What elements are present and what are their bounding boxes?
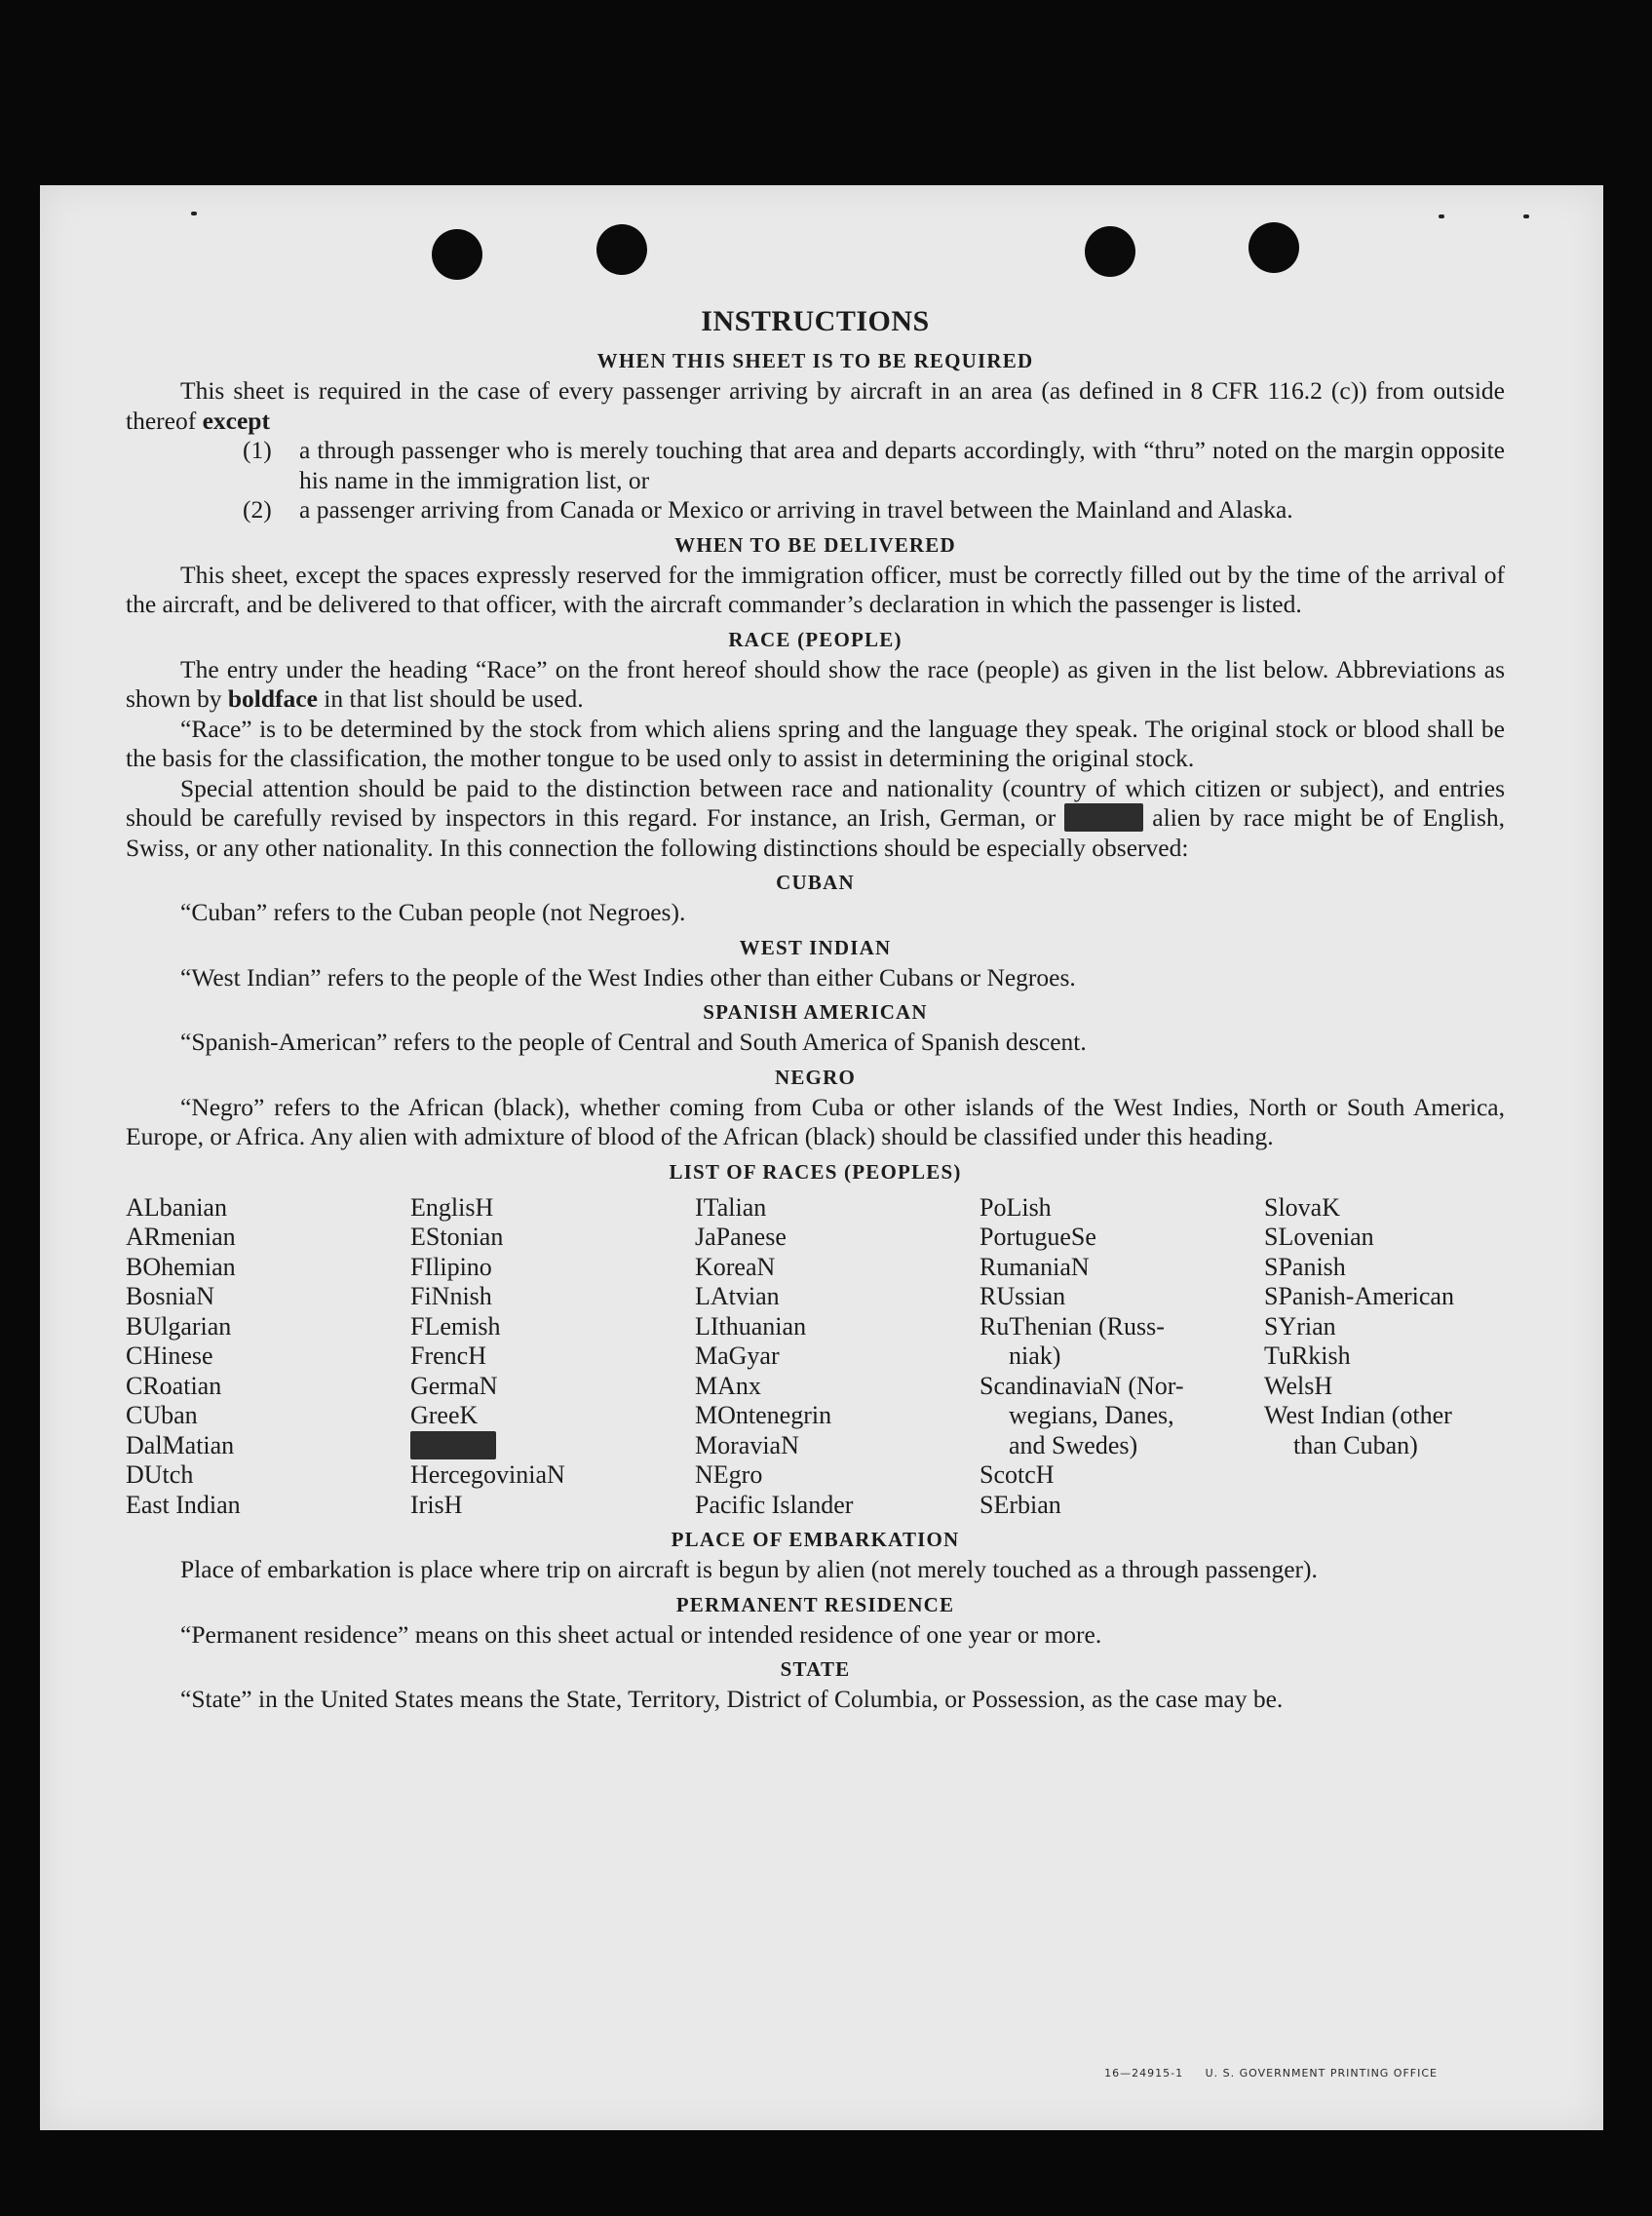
race-entry: JaPanese [695,1223,787,1251]
race-entry-continued: and Swedes) [1009,1430,1138,1459]
west-indian-text: “West Indian” refers to the people of the West Indies other than either Cubans or Negroes. [180,962,1076,991]
race-entry: HercegoviniaN [410,1460,565,1489]
race-entry: MAnx [695,1371,761,1400]
heading-west-indian: WEST INDIAN [739,935,892,959]
item-text: a through passenger who is merely touching that area and departs accordingly, with “thru” noted on the margin opposite his name in the immigration list, or [299,436,1505,494]
heading-state: STATE [780,1657,851,1681]
race-entry: ITalian [695,1192,767,1222]
race-entry: RUssian [980,1282,1066,1310]
heading-cuban: CUBAN [776,871,855,894]
race-entry: EStonian [410,1223,504,1251]
heading-when-delivered: WHEN TO BE DELIVERED [674,532,956,557]
race-entry-continued: niak) [1009,1341,1061,1370]
race-entry: GermaN [410,1371,498,1400]
heading-spanish-american: SPANISH AMERICAN [703,1000,928,1024]
race-paragraph-2: “Race” is to be determined by the stock from which aliens spring and the language they speak. The original stock or blood shall be the basis for the classification, the mother tongue to be used only to assist in determining the original stock. [126,714,1505,772]
race-entry: FrencH [410,1341,486,1370]
race-entry: CRoatian [126,1371,222,1400]
race-column [980,1193,1264,1521]
race-entry: EnglisH [410,1192,494,1222]
race-column [1264,1193,1549,1521]
race-entry: BOhemian [126,1252,236,1281]
race-column [695,1193,980,1521]
race-entry: GreeK [410,1401,479,1429]
race-entry: IrisH [410,1490,463,1519]
race-entry: CUban [126,1401,198,1429]
state-text: “State” in the United States means the State, Territory, District of Columbia, or Possession, as the case may be. [180,1685,1284,1713]
race-entry: ALbanian [126,1192,227,1222]
printer-footer [1104,2067,1438,2080]
race-entry: RuThenian (Russ- [980,1311,1165,1341]
speck [1523,214,1529,218]
when-required-intro: This sheet is required in the case of every passenger arriving by aircraft in an area (as defined in 8 CFR 116.2 (c)) from outside thereof except [126,376,1505,435]
redacted-race-entry [410,1431,496,1459]
item-number: (1) [243,436,272,464]
race-entry: ScotcH [980,1460,1055,1489]
race-entry: BosniaN [126,1282,214,1310]
race-entry: West Indian (other [1264,1401,1452,1429]
race-entry: SPanish [1264,1252,1346,1281]
race-entry: MaGyar [695,1341,780,1370]
race-entry: East Indian [126,1490,241,1519]
heading-race: RACE (PEOPLE) [728,627,903,651]
punch-hole [1249,222,1299,273]
race-entry: BUlgarian [126,1311,232,1341]
item-text: a passenger arriving from Canada or Mexico or arriving in travel between the Mainland and Alaska. [299,495,1293,524]
race-entry: SErbian [980,1490,1061,1519]
race-entry: FiNnish [410,1282,492,1310]
speck [191,212,197,215]
embarkation-text: Place of embarkation is place where trip on aircraft is begun by alien (not merely touched as a through passenger). [180,1555,1318,1583]
cuban-text: “Cuban” refers to the Cuban people (not Negroes). [180,898,686,926]
race-entry: LIthuanian [695,1311,807,1341]
race-entry: WelsH [1264,1371,1333,1400]
race-entry: KoreaN [695,1252,776,1281]
item-number: (2) [243,495,272,524]
race-entry: MOntenegrin [695,1401,832,1429]
heading-negro: NEGRO [774,1065,856,1089]
residence-text: “Permanent residence” means on this sheet actual or intended residence of one year or more. [180,1619,1102,1649]
race-entry-continued: wegians, Danes, [1009,1401,1174,1429]
race-entry: TuRkish [1264,1341,1351,1370]
printer-credit: U. S. GOVERNMENT PRINTING OFFICE [1205,2067,1438,2080]
race-entry: FLemish [410,1311,501,1341]
race-entry: FIlipino [410,1252,492,1281]
spanish-american-text: “Spanish-American” refers to the people of Central and South America of Spanish descent. [180,1028,1087,1056]
race-entry: MoraviaN [695,1430,799,1459]
when-delivered-text: This sheet, except the spaces expressly reserved for the immigration officer, must be correctly filled out by the time of the arrival of the aircraft, and be delivered to that officer, with the aircraft commander’s declaration in which the passenger is listed. [126,560,1505,618]
race-entry: LAtvian [695,1282,780,1310]
race-list [126,1193,1505,1521]
negro-text: “Negro” refers to the African (black), whether coming from Cuba or other islands of the West Indies, North or South America, Europe, or Africa. Any alien with admixture of blood of the African (black) should be classified under this heading. [126,1092,1505,1150]
race-column [126,1193,410,1521]
heading-permanent-residence: PERMANENT RESIDENCE [675,1592,955,1616]
race-entry: SPanish-American [1264,1282,1454,1310]
document-sheet [40,185,1603,2130]
race-entry: SLovenian [1264,1223,1374,1251]
race-paragraph-1: The entry under the heading “Race” on the front hereof should show the race (people) as given in the list below. Abbreviations as shown by boldface in that list should be used. [126,654,1505,713]
page-title: INSTRUCTIONS [701,305,930,337]
speck [1439,214,1444,218]
race-entry: RumaniaN [980,1252,1090,1281]
exception-item [243,495,1505,525]
redacted-word [1064,803,1143,832]
punch-hole [1085,226,1135,277]
exception-item [243,436,1505,495]
race-entry: SYrian [1264,1311,1336,1341]
form-number: 16—24915-1 [1104,2067,1184,2080]
heading-embarkation: PLACE OF EMBARKATION [671,1528,960,1551]
race-entry: NEgro [695,1460,763,1489]
race-entry: SlovaK [1264,1192,1340,1222]
race-paragraph-3: Special attention should be paid to the distinction between race and nationality (country of which citizen or subject), and entries should be carefully revised by inspectors in this regard. For instance, an Irish, German, or alien by race might be of English, Swiss, or any other nationality. In this connection the following distinctions should be especially observed: [126,773,1505,862]
race-entry: ARmenian [126,1223,236,1251]
race-entry: CHinese [126,1341,213,1370]
race-column [410,1193,695,1521]
punch-hole [596,224,647,275]
punch-hole [432,229,482,280]
race-entry: DUtch [126,1460,194,1489]
race-entry: ScandinaviaN (Nor- [980,1371,1184,1400]
race-entry: DalMatian [126,1430,235,1459]
instructions-content [126,302,1505,1715]
heading-when-required: WHEN THIS SHEET IS TO BE REQUIRED [596,349,1034,372]
race-entry: Pacific Islander [695,1490,854,1519]
heading-list-of-races: LIST OF RACES (PEOPLES) [669,1159,962,1184]
race-entry: PoLish [980,1192,1052,1222]
race-entry: PortugueSe [980,1223,1096,1251]
race-entry-continued: than Cuban) [1293,1430,1418,1459]
